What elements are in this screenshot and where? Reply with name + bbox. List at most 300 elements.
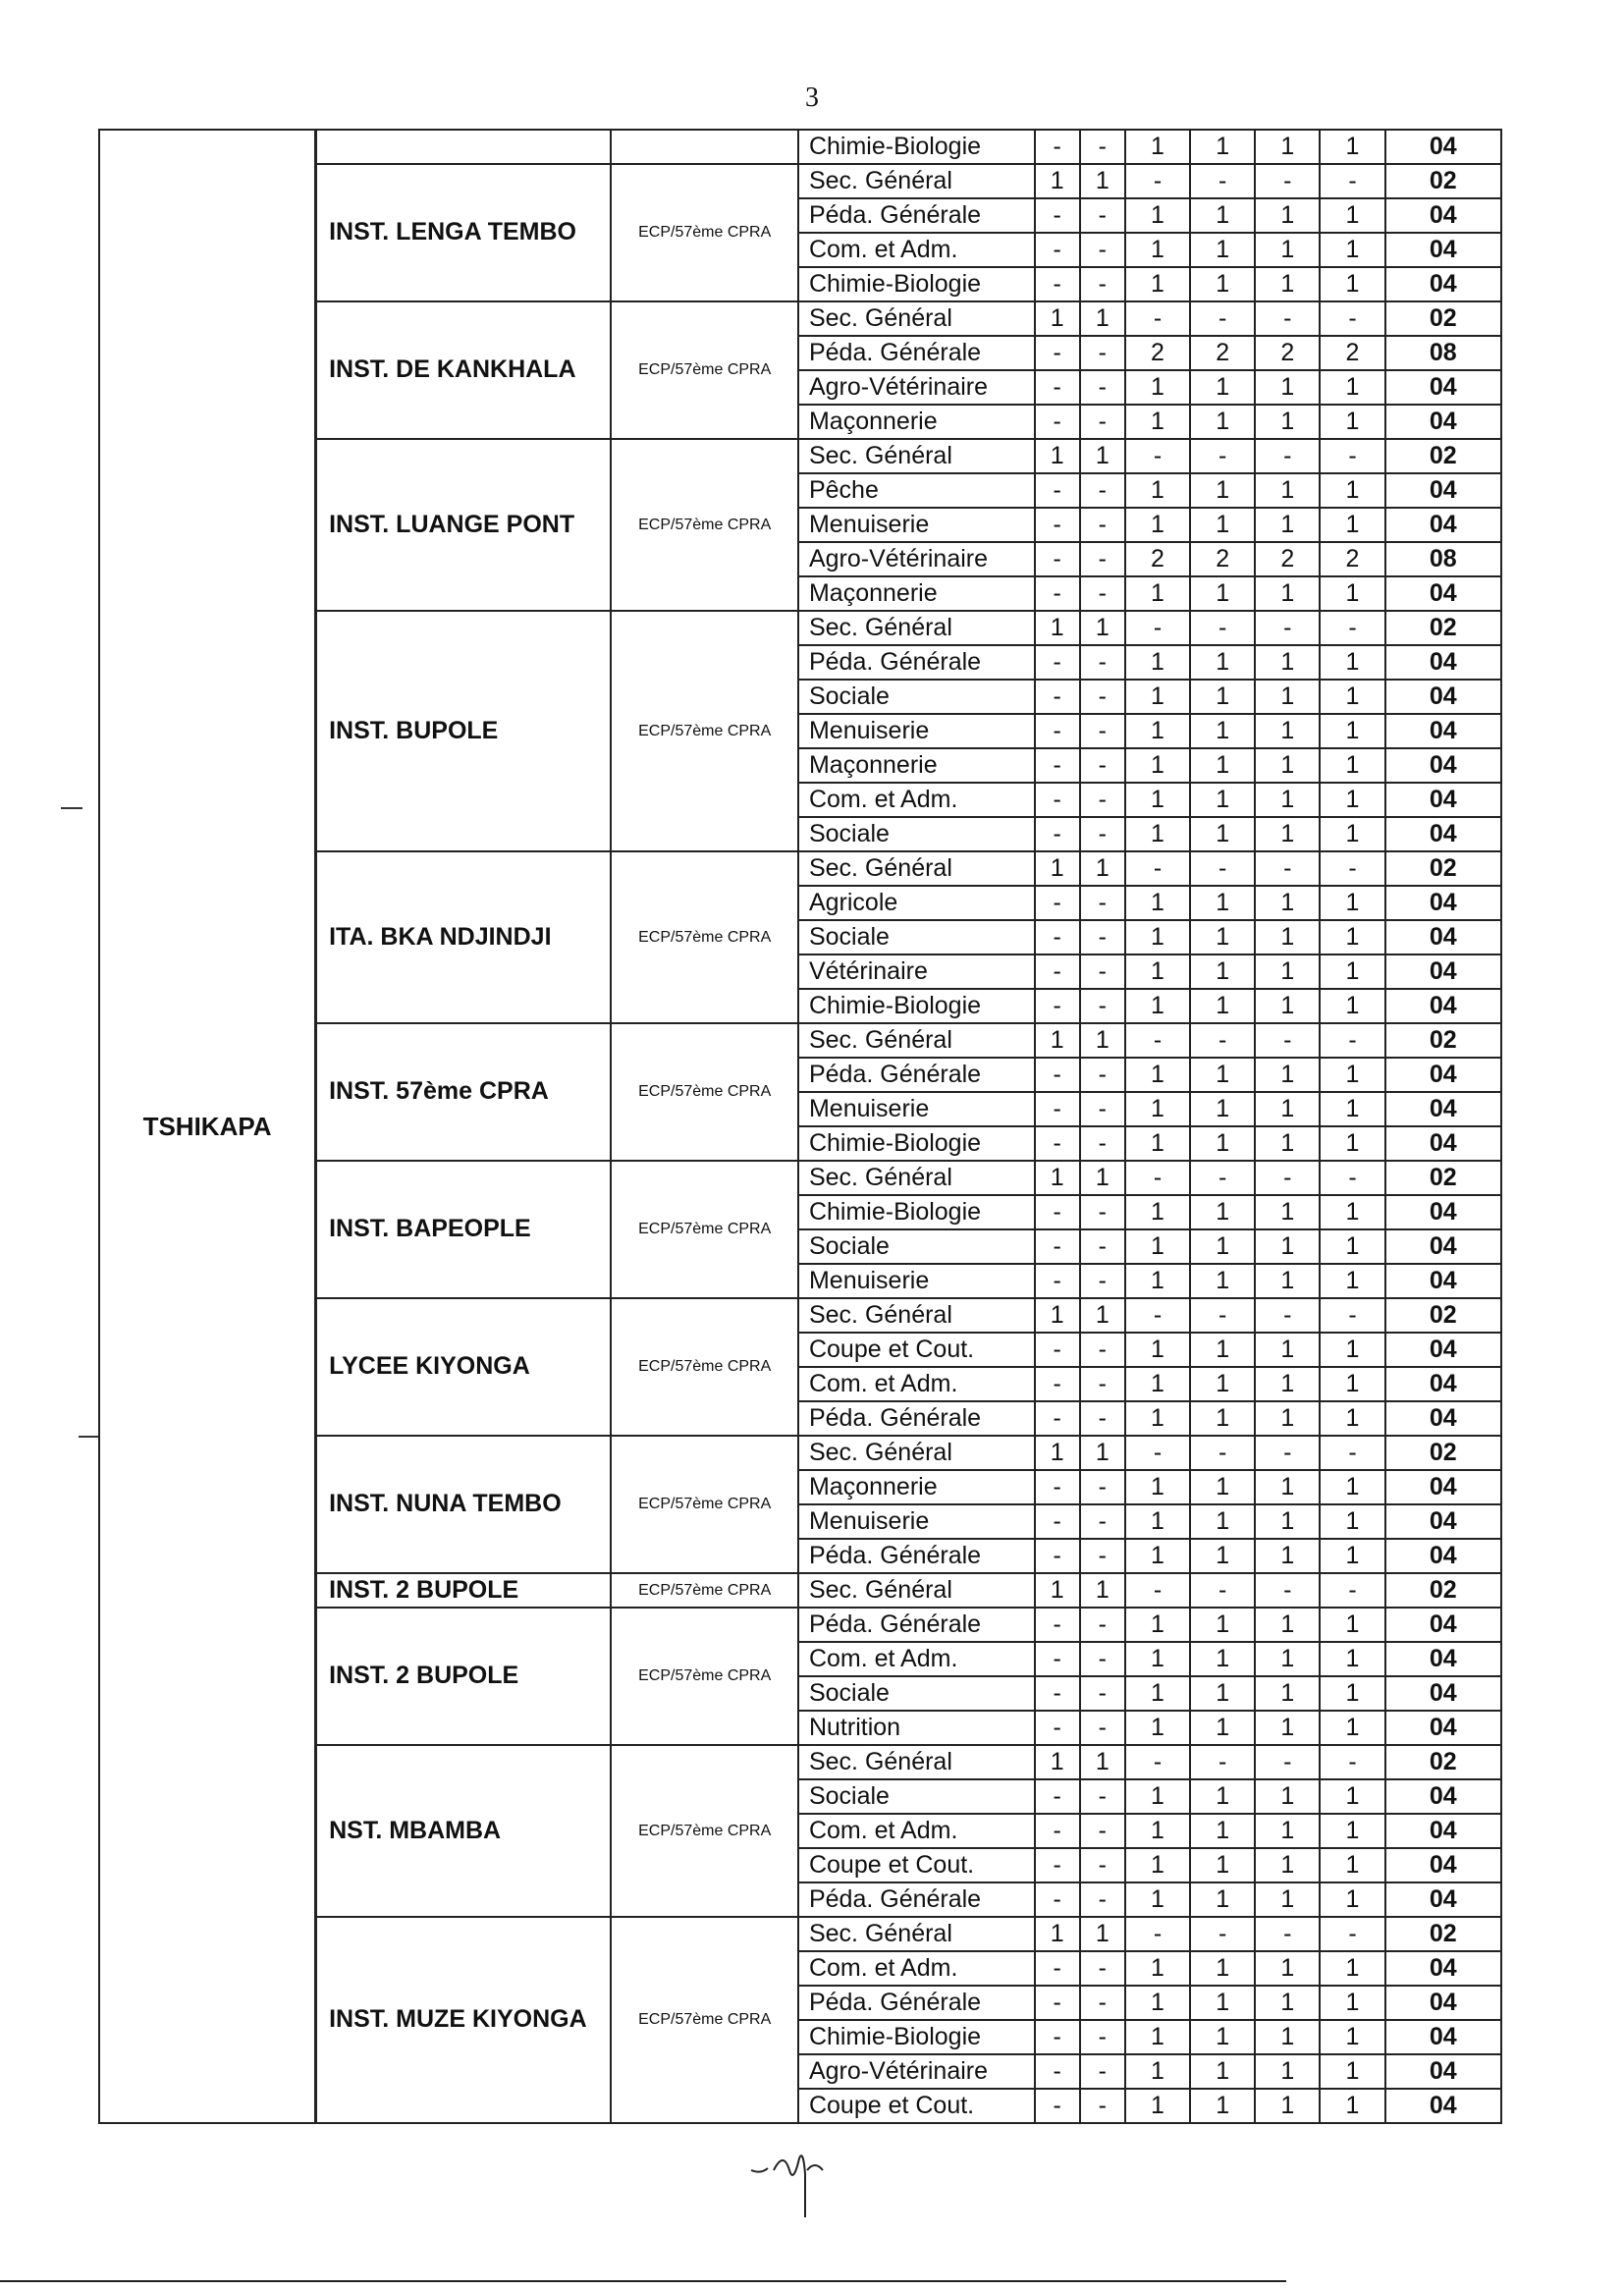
count-cell: 1	[1320, 1504, 1384, 1539]
count-cell: 1	[1190, 886, 1255, 920]
count-cell: 1	[1080, 611, 1125, 645]
count-cell: 1	[1320, 2054, 1384, 2089]
margin-mark	[61, 807, 82, 809]
count-cell: -	[1125, 301, 1190, 336]
count-cell: -	[1035, 2020, 1080, 2054]
total-cell: 04	[1385, 645, 1501, 680]
section-name: Péda. Générale	[798, 198, 1035, 233]
count-cell: -	[1035, 886, 1080, 920]
count-cell: 1	[1080, 1298, 1125, 1333]
section-name: Péda. Générale	[798, 645, 1035, 680]
school-name: INST. LUANGE PONT	[316, 439, 612, 611]
section-name: Chimie-Biologie	[798, 130, 1035, 164]
count-cell: -	[1080, 508, 1125, 542]
count-cell: 1	[1035, 1917, 1080, 1951]
total-cell: 04	[1385, 1779, 1501, 1814]
section-name: Sociale	[798, 1229, 1035, 1264]
total-cell: 04	[1385, 1264, 1501, 1298]
count-cell: -	[1035, 336, 1080, 370]
count-cell: 1	[1190, 1676, 1255, 1711]
total-cell: 02	[1385, 1161, 1501, 1195]
count-cell: -	[1190, 439, 1255, 473]
school-code: ECP/57ème CPRA	[611, 439, 798, 611]
count-cell: -	[1190, 164, 1255, 198]
total-cell: 04	[1385, 233, 1501, 267]
count-cell: 1	[1255, 1195, 1320, 1229]
count-cell: 1	[1125, 1058, 1190, 1092]
count-cell: 1	[1320, 1882, 1384, 1917]
count-cell: 1	[1125, 1882, 1190, 1917]
count-cell: 1	[1320, 1951, 1384, 1986]
count-cell: -	[1080, 1986, 1125, 2020]
count-cell: -	[1320, 1161, 1384, 1195]
count-cell: -	[1035, 1711, 1080, 1745]
total-cell: 04	[1385, 2054, 1501, 2089]
school-name	[316, 130, 612, 164]
count-cell: -	[1080, 130, 1125, 164]
count-cell: 1	[1125, 680, 1190, 714]
count-cell: 1	[1190, 1848, 1255, 1882]
count-cell: -	[1080, 2020, 1125, 2054]
total-cell: 04	[1385, 1539, 1501, 1573]
section-name: Menuiserie	[798, 1092, 1035, 1126]
count-cell: -	[1080, 989, 1125, 1023]
section-name: Agricole	[798, 886, 1035, 920]
count-cell: 1	[1125, 1092, 1190, 1126]
count-cell: -	[1320, 1917, 1384, 1951]
school-code: ECP/57ème CPRA	[611, 164, 798, 301]
count-cell: 1	[1125, 1986, 1190, 2020]
count-cell: -	[1035, 405, 1080, 439]
total-cell: 04	[1385, 1058, 1501, 1092]
count-cell: -	[1035, 1642, 1080, 1676]
count-cell: -	[1080, 576, 1125, 611]
count-cell: 1	[1320, 1539, 1384, 1573]
count-cell: -	[1125, 1161, 1190, 1195]
count-cell: -	[1255, 611, 1320, 645]
count-cell: 1	[1255, 198, 1320, 233]
school-code: ECP/57ème CPRA	[611, 1917, 798, 2123]
count-cell: 1	[1190, 1882, 1255, 1917]
total-cell: 02	[1385, 1745, 1501, 1779]
count-cell: -	[1035, 542, 1080, 576]
count-cell: -	[1080, 1642, 1125, 1676]
count-cell: 1	[1255, 1986, 1320, 2020]
count-cell: 1	[1190, 1986, 1255, 2020]
count-cell: -	[1035, 748, 1080, 783]
count-cell: 1	[1255, 508, 1320, 542]
section-name: Sociale	[798, 680, 1035, 714]
count-cell: -	[1080, 1333, 1125, 1367]
count-cell: -	[1125, 439, 1190, 473]
section-name: Maçonnerie	[798, 576, 1035, 611]
total-cell: 04	[1385, 576, 1501, 611]
count-cell: 1	[1125, 783, 1190, 817]
count-cell: 1	[1190, 1333, 1255, 1367]
section-name: Péda. Générale	[798, 1882, 1035, 1917]
section-name: Sec. Général	[798, 164, 1035, 198]
count-cell: 1	[1125, 370, 1190, 405]
count-cell: 1	[1190, 748, 1255, 783]
count-cell: 1	[1190, 370, 1255, 405]
count-cell: 1	[1125, 1504, 1190, 1539]
count-cell: 1	[1190, 233, 1255, 267]
total-cell: 04	[1385, 817, 1501, 851]
count-cell: -	[1320, 164, 1384, 198]
count-cell: 1	[1255, 1333, 1320, 1367]
count-cell: -	[1080, 1367, 1125, 1401]
total-cell: 04	[1385, 267, 1501, 301]
count-cell: 1	[1255, 1126, 1320, 1161]
total-cell: 04	[1385, 1333, 1501, 1367]
count-cell: -	[1080, 1401, 1125, 1436]
count-cell: -	[1035, 1126, 1080, 1161]
count-cell: -	[1035, 817, 1080, 851]
count-cell: 1	[1320, 473, 1384, 508]
total-cell: 04	[1385, 955, 1501, 989]
section-name: Coupe et Cout.	[798, 1333, 1035, 1367]
count-cell: -	[1255, 1023, 1320, 1058]
section-name: Sec. Général	[798, 439, 1035, 473]
count-cell: 1	[1035, 1023, 1080, 1058]
count-cell: 1	[1080, 1023, 1125, 1058]
total-cell: 02	[1385, 611, 1501, 645]
count-cell: 2	[1190, 336, 1255, 370]
total-cell: 04	[1385, 920, 1501, 955]
count-cell: -	[1035, 1058, 1080, 1092]
section-name: Sec. Général	[798, 611, 1035, 645]
count-cell: -	[1035, 1848, 1080, 1882]
count-cell: 1	[1255, 1401, 1320, 1436]
total-cell: 04	[1385, 130, 1501, 164]
count-cell: 1	[1320, 1814, 1384, 1848]
school-name: INST. NUNA TEMBO	[316, 1436, 612, 1573]
count-cell: 1	[1125, 748, 1190, 783]
count-cell: 1	[1125, 2020, 1190, 2054]
school-code: ECP/57ème CPRA	[611, 1745, 798, 1917]
count-cell: -	[1080, 2089, 1125, 2123]
count-cell: -	[1125, 1023, 1190, 1058]
count-cell: 1	[1190, 1470, 1255, 1504]
count-cell: 1	[1255, 2020, 1320, 2054]
section-name: Maçonnerie	[798, 1470, 1035, 1504]
count-cell: 1	[1125, 1848, 1190, 1882]
count-cell: 1	[1080, 301, 1125, 336]
total-cell: 04	[1385, 370, 1501, 405]
school-code: ECP/57ème CPRA	[611, 1161, 798, 1298]
count-cell: -	[1255, 1161, 1320, 1195]
total-cell: 04	[1385, 1814, 1501, 1848]
count-cell: -	[1080, 2054, 1125, 2089]
count-cell: -	[1080, 955, 1125, 989]
count-cell: 1	[1190, 1367, 1255, 1401]
count-cell: 1	[1125, 1539, 1190, 1573]
count-cell: -	[1125, 1298, 1190, 1333]
count-cell: -	[1035, 955, 1080, 989]
count-cell: 1	[1125, 886, 1190, 920]
school-name: INST. 2 BUPOLE	[316, 1573, 612, 1608]
count-cell: -	[1035, 1951, 1080, 1986]
count-cell: 1	[1190, 783, 1255, 817]
count-cell: 1	[1320, 886, 1384, 920]
count-cell: 1	[1255, 1470, 1320, 1504]
count-cell: 1	[1255, 783, 1320, 817]
total-cell: 04	[1385, 1504, 1501, 1539]
count-cell: -	[1080, 1539, 1125, 1573]
count-cell: 1	[1190, 2089, 1255, 2123]
count-cell: -	[1190, 1745, 1255, 1779]
total-cell: 02	[1385, 851, 1501, 886]
signature-mark	[746, 2141, 854, 2219]
total-cell: 04	[1385, 1951, 1501, 1986]
school-name: INST. BUPOLE	[316, 611, 612, 851]
margin-mark	[79, 1436, 100, 1438]
count-cell: 1	[1125, 1814, 1190, 1848]
count-cell: 1	[1080, 1745, 1125, 1779]
total-cell: 02	[1385, 1298, 1501, 1333]
count-cell: -	[1035, 2054, 1080, 2089]
count-cell: 1	[1125, 473, 1190, 508]
count-cell: -	[1035, 1814, 1080, 1848]
count-cell: 1	[1190, 1504, 1255, 1539]
count-cell: 1	[1035, 1298, 1080, 1333]
count-cell: -	[1320, 1023, 1384, 1058]
count-cell: 1	[1320, 817, 1384, 851]
count-cell: 1	[1190, 1951, 1255, 1986]
section-name: Péda. Générale	[798, 336, 1035, 370]
total-cell: 04	[1385, 1470, 1501, 1504]
count-cell: 1	[1190, 955, 1255, 989]
count-cell: 2	[1125, 542, 1190, 576]
count-cell: -	[1080, 1951, 1125, 1986]
count-cell: -	[1320, 1298, 1384, 1333]
count-cell: 1	[1320, 508, 1384, 542]
count-cell: -	[1190, 851, 1255, 886]
count-cell: 1	[1190, 1779, 1255, 1814]
count-cell: 1	[1125, 198, 1190, 233]
count-cell: 1	[1125, 817, 1190, 851]
section-name: Sec. Général	[798, 851, 1035, 886]
total-cell: 04	[1385, 1401, 1501, 1436]
count-cell: 1	[1255, 267, 1320, 301]
count-cell: -	[1080, 886, 1125, 920]
count-cell: 1	[1190, 989, 1255, 1023]
total-cell: 04	[1385, 1367, 1501, 1401]
count-cell: -	[1080, 1848, 1125, 1882]
section-name: Sociale	[798, 817, 1035, 851]
count-cell: -	[1035, 1333, 1080, 1367]
count-cell: 1	[1320, 1676, 1384, 1711]
count-cell: 1	[1320, 1848, 1384, 1882]
count-cell: 1	[1125, 920, 1190, 955]
count-cell: 1	[1125, 508, 1190, 542]
table-row	[99, 130, 1501, 164]
count-cell: -	[1255, 1573, 1320, 1608]
count-cell: 1	[1190, 130, 1255, 164]
count-cell: 1	[1320, 198, 1384, 233]
total-cell: 04	[1385, 508, 1501, 542]
section-name: Maçonnerie	[798, 405, 1035, 439]
section-name: Menuiserie	[798, 1264, 1035, 1298]
section-name: Menuiserie	[798, 714, 1035, 748]
count-cell: 1	[1255, 1814, 1320, 1848]
count-cell: -	[1125, 164, 1190, 198]
count-cell: 1	[1320, 1092, 1384, 1126]
count-cell: 1	[1125, 1264, 1190, 1298]
count-cell: -	[1255, 164, 1320, 198]
count-cell: 1	[1035, 1573, 1080, 1608]
count-cell: -	[1035, 1264, 1080, 1298]
total-cell: 04	[1385, 1676, 1501, 1711]
count-cell: 1	[1125, 1401, 1190, 1436]
total-cell: 02	[1385, 164, 1501, 198]
count-cell: 1	[1255, 1882, 1320, 1917]
count-cell: -	[1190, 1573, 1255, 1608]
count-cell: 1	[1190, 267, 1255, 301]
count-cell: 1	[1255, 1504, 1320, 1539]
count-cell: -	[1255, 301, 1320, 336]
school-name: ITA. BKA NDJINDJI	[316, 851, 612, 1023]
count-cell: -	[1255, 1298, 1320, 1333]
count-cell: 1	[1190, 1401, 1255, 1436]
count-cell: 1	[1255, 576, 1320, 611]
count-cell: 1	[1035, 164, 1080, 198]
school-name: INST. MUZE KIYONGA	[316, 1917, 612, 2123]
count-cell: 1	[1190, 1092, 1255, 1126]
count-cell: 1	[1190, 645, 1255, 680]
count-cell: -	[1080, 1092, 1125, 1126]
count-cell: -	[1035, 130, 1080, 164]
section-name: Chimie-Biologie	[798, 267, 1035, 301]
count-cell: 1	[1320, 405, 1384, 439]
city-cell: TSHIKAPA	[99, 130, 316, 2123]
count-cell: -	[1255, 1745, 1320, 1779]
total-cell: 04	[1385, 198, 1501, 233]
count-cell: 2	[1255, 542, 1320, 576]
count-cell: -	[1190, 611, 1255, 645]
count-cell: -	[1190, 1023, 1255, 1058]
count-cell: 1	[1080, 1436, 1125, 1470]
count-cell: -	[1035, 680, 1080, 714]
count-cell: -	[1035, 714, 1080, 748]
count-cell: 1	[1255, 886, 1320, 920]
count-cell: -	[1125, 1436, 1190, 1470]
count-cell: 1	[1125, 1126, 1190, 1161]
count-cell: 1	[1125, 576, 1190, 611]
count-cell: 1	[1320, 267, 1384, 301]
total-cell: 04	[1385, 989, 1501, 1023]
count-cell: 1	[1320, 2089, 1384, 2123]
count-cell: -	[1255, 1436, 1320, 1470]
section-name: Sec. Général	[798, 301, 1035, 336]
count-cell: -	[1035, 1504, 1080, 1539]
section-name: Agro-Vétérinaire	[798, 542, 1035, 576]
count-cell: 1	[1320, 130, 1384, 164]
count-cell: 1	[1190, 1642, 1255, 1676]
section-name: Sec. Général	[798, 1023, 1035, 1058]
section-name: Péda. Générale	[798, 1539, 1035, 1573]
total-cell: 04	[1385, 1229, 1501, 1264]
school-code: ECP/57ème CPRA	[611, 611, 798, 851]
total-cell: 04	[1385, 1711, 1501, 1745]
count-cell: 1	[1320, 1229, 1384, 1264]
count-cell: -	[1080, 920, 1125, 955]
total-cell: 02	[1385, 301, 1501, 336]
count-cell: 1	[1190, 680, 1255, 714]
count-cell: 1	[1320, 783, 1384, 817]
count-cell: 1	[1255, 405, 1320, 439]
count-cell: 1	[1255, 1848, 1320, 1882]
count-cell: 1	[1255, 817, 1320, 851]
count-cell: 1	[1125, 2089, 1190, 2123]
count-cell: 1	[1320, 1642, 1384, 1676]
count-cell: -	[1080, 1195, 1125, 1229]
count-cell: -	[1035, 1367, 1080, 1401]
count-cell: 1	[1320, 748, 1384, 783]
count-cell: -	[1080, 1229, 1125, 1264]
count-cell: 1	[1190, 920, 1255, 955]
count-cell: 1	[1190, 1195, 1255, 1229]
staffing-table	[98, 129, 1502, 2124]
count-cell: 1	[1125, 1711, 1190, 1745]
section-name: Maçonnerie	[798, 748, 1035, 783]
count-cell: 1	[1190, 1229, 1255, 1264]
section-name: Chimie-Biologie	[798, 2020, 1035, 2054]
section-name: Sec. Général	[798, 1161, 1035, 1195]
count-cell: 1	[1320, 989, 1384, 1023]
school-code	[611, 130, 798, 164]
count-cell: 1	[1255, 955, 1320, 989]
count-cell: -	[1080, 645, 1125, 680]
section-name: Pêche	[798, 473, 1035, 508]
count-cell: 1	[1125, 955, 1190, 989]
total-cell: 04	[1385, 2020, 1501, 2054]
count-cell: 1	[1255, 2054, 1320, 2089]
section-name: Com. et Adm.	[798, 1367, 1035, 1401]
count-cell: -	[1080, 1882, 1125, 1917]
section-name: Coupe et Cout.	[798, 2089, 1035, 2123]
count-cell: 1	[1320, 1608, 1384, 1642]
total-cell: 04	[1385, 1092, 1501, 1126]
count-cell: -	[1080, 1504, 1125, 1539]
school-name: INST. 2 BUPOLE	[316, 1608, 612, 1745]
count-cell: 1	[1255, 1608, 1320, 1642]
count-cell: -	[1125, 1573, 1190, 1608]
count-cell: -	[1320, 1573, 1384, 1608]
total-cell: 02	[1385, 1917, 1501, 1951]
bottom-rule	[0, 2280, 1286, 2282]
total-cell: 02	[1385, 1023, 1501, 1058]
count-cell: -	[1035, 920, 1080, 955]
count-cell: 1	[1125, 130, 1190, 164]
count-cell: -	[1035, 989, 1080, 1023]
total-cell: 08	[1385, 336, 1501, 370]
count-cell: 1	[1190, 508, 1255, 542]
school-code: ECP/57ème CPRA	[611, 851, 798, 1023]
count-cell: 1	[1190, 1539, 1255, 1573]
count-cell: -	[1035, 1608, 1080, 1642]
count-cell: 1	[1255, 1092, 1320, 1126]
count-cell: 1	[1035, 1436, 1080, 1470]
count-cell: 1	[1255, 473, 1320, 508]
count-cell: 1	[1320, 1470, 1384, 1504]
total-cell: 04	[1385, 2089, 1501, 2123]
school-name: INST. LENGA TEMBO	[316, 164, 612, 301]
count-cell: 1	[1125, 1229, 1190, 1264]
count-cell: 1	[1190, 1058, 1255, 1092]
count-cell: 1	[1320, 370, 1384, 405]
section-name: Sec. Général	[798, 1917, 1035, 1951]
